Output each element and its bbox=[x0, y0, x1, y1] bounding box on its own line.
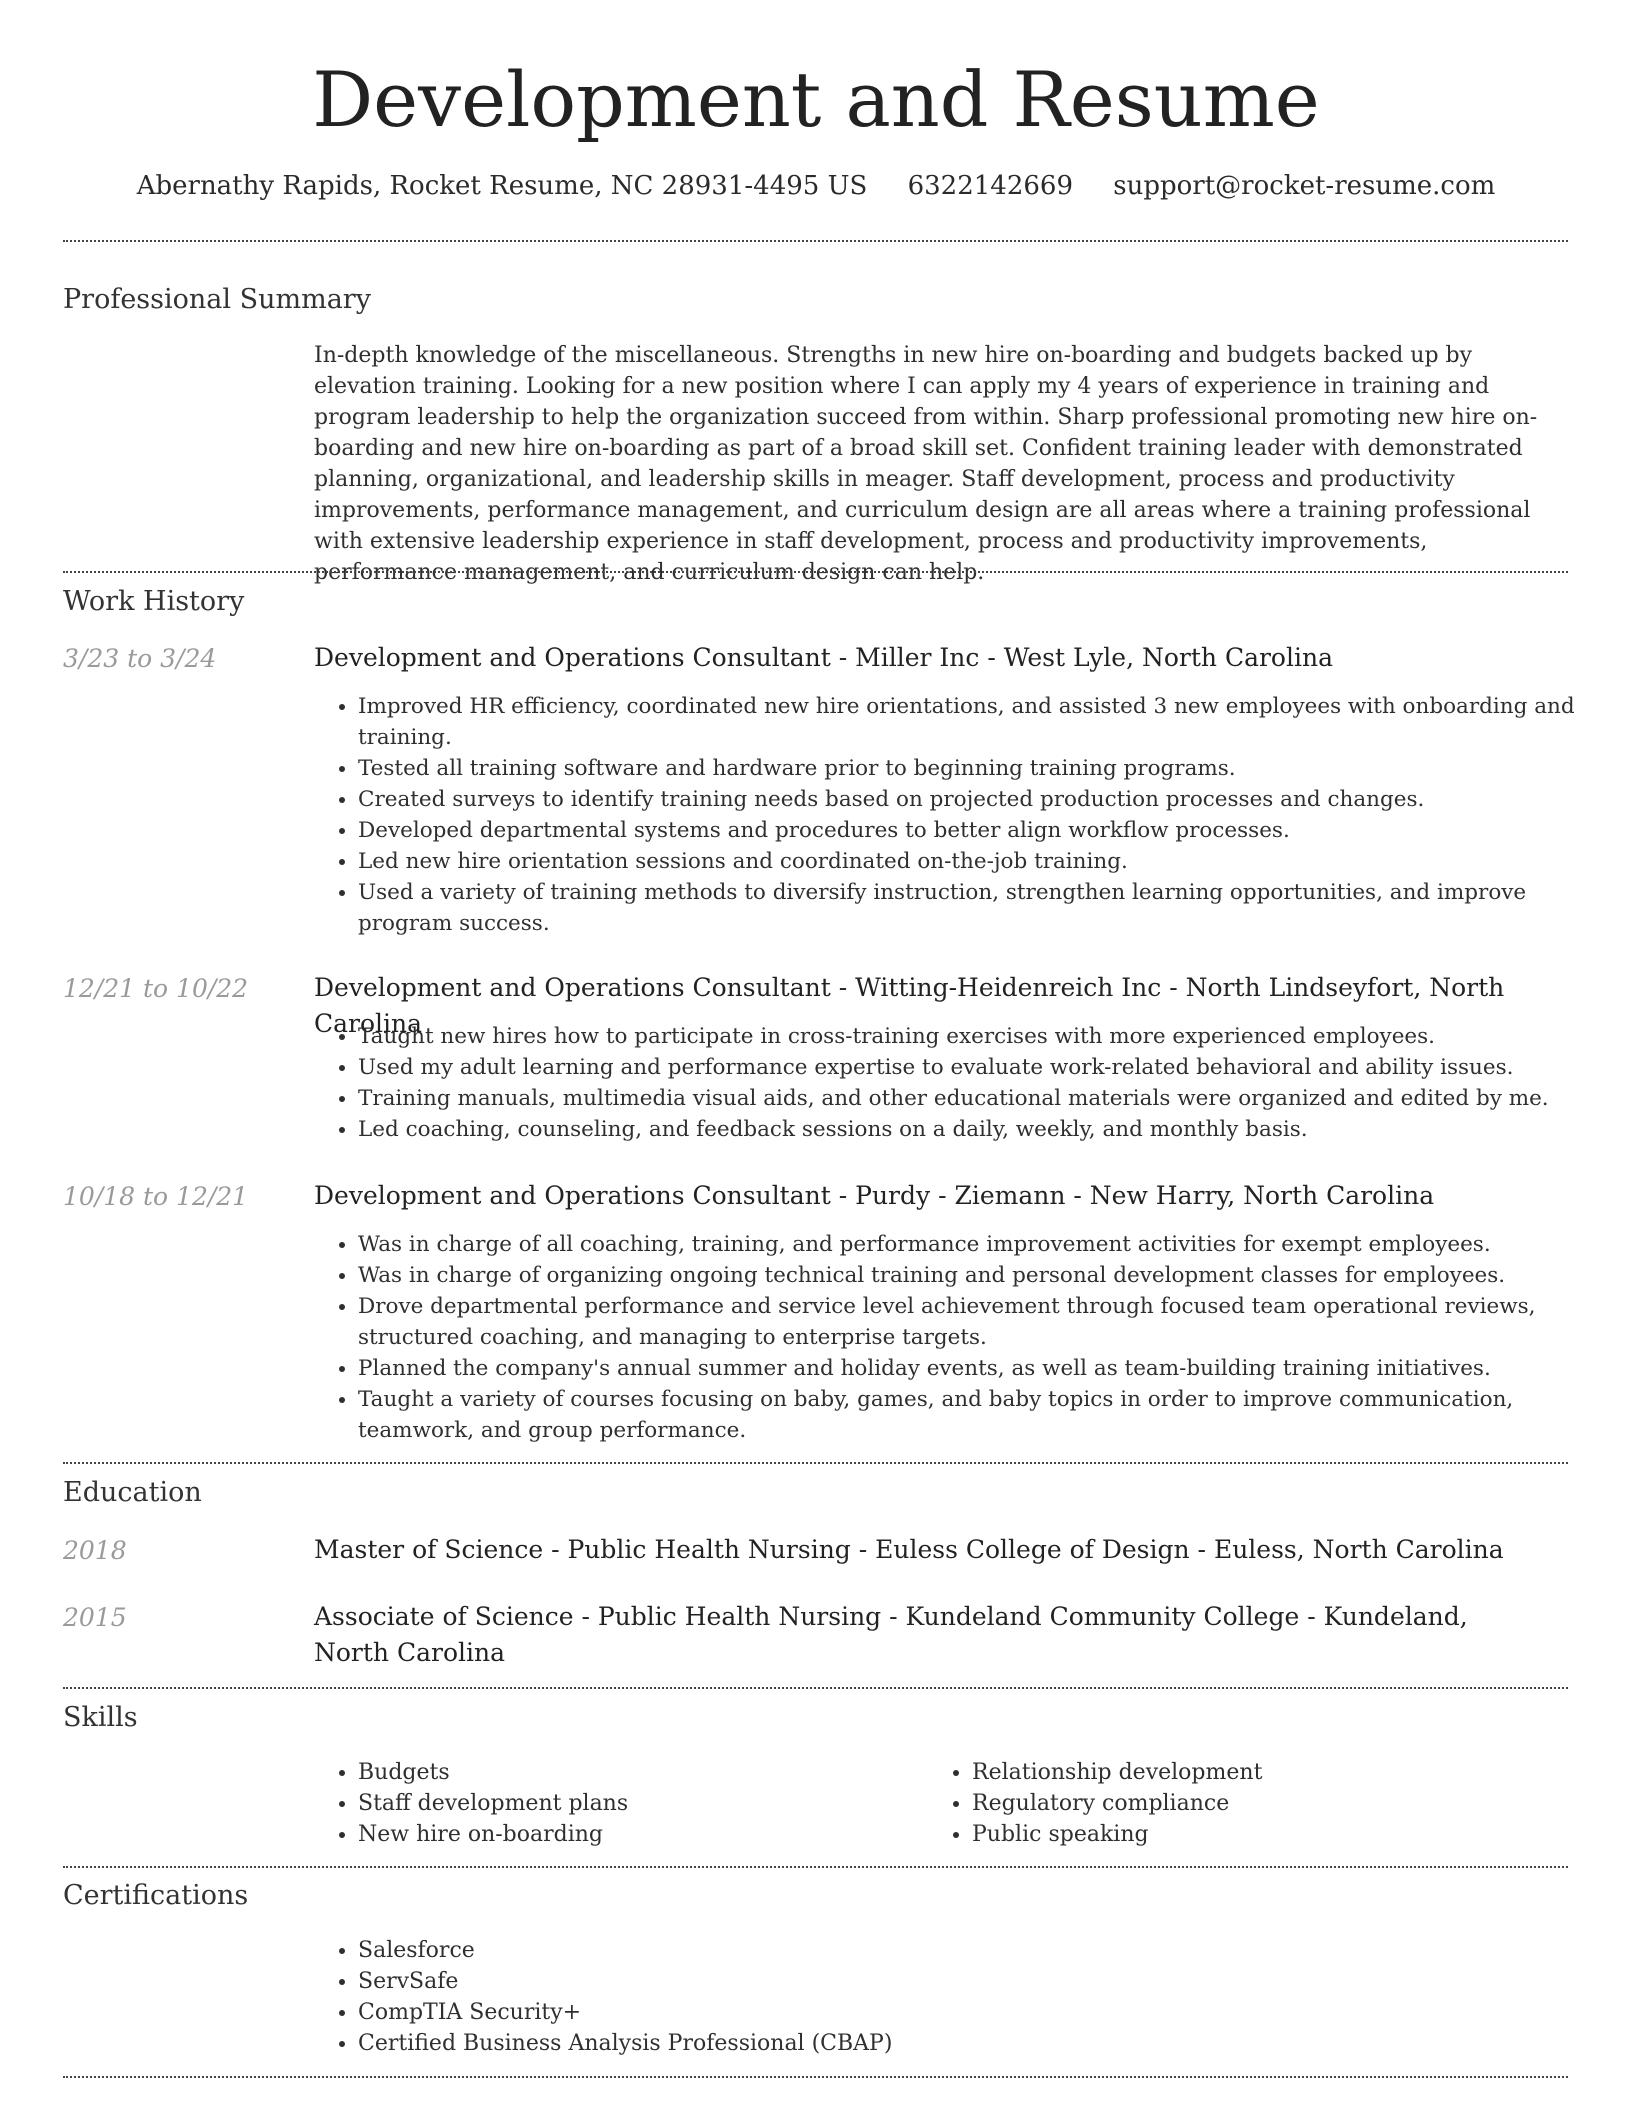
list-item: • Led coaching, counseling, and feedback sessions on a daily, weekly, and monthly basis. bbox=[358, 1114, 1612, 1145]
list-item: • Improved HR efficiency, coordinated new hire orientations, and assisted 3 new employees with onboarding and training. bbox=[358, 691, 1612, 753]
education-year: 2015 bbox=[63, 1603, 127, 1632]
list-item: • Certified Business Analysis Professional (CBAP) bbox=[358, 2028, 1558, 2059]
list-item: • Public speaking bbox=[972, 1819, 1572, 1850]
summary-text: In-depth knowledge of the miscellaneous. Strengths in new hire on-boarding and budgets backed up by elevation training. Looking for a new position where I can apply my 4 years of experience in training and program leadership to help the organization succeed from within. Sharp professional promoting new hire on-boarding and new hire on-boarding as part of a broad skill set. Confident training leader with demonstrated planning, organizational, and leadership skills in meager. Staff development, process and productivity improvements, performance management, and curriculum design are all areas where a training professional with extensive leadership experience in staff development, process and productivity improvements, performance management, and curriculum design can help. bbox=[314, 343, 1538, 585]
skills-list-right bbox=[928, 1757, 1572, 1850]
section-title-summary: Professional Summary bbox=[63, 284, 371, 315]
list-item: • Created surveys to identify training needs based on projected production processes and changes. bbox=[358, 784, 1612, 815]
certifications-list bbox=[314, 1935, 1558, 2059]
education-degree: Associate of Science - Public Health Nursing - Kundeland Community College - Kundeland, North Carolina bbox=[314, 1602, 1468, 1667]
job-dates: 10/18 to 12/21 bbox=[63, 1182, 249, 1211]
list-item: • Staff development plans bbox=[358, 1788, 918, 1819]
section-title-work: Work History bbox=[63, 586, 245, 617]
job-dates: 12/21 to 10/22 bbox=[63, 974, 249, 1003]
contact-email: support@rocket-resume.com bbox=[1113, 171, 1496, 201]
list-item: • Budgets bbox=[358, 1757, 918, 1788]
contact-line bbox=[0, 168, 1632, 204]
divider bbox=[63, 240, 1568, 242]
list-item: • ServSafe bbox=[358, 1966, 1558, 1997]
contact-phone: 6322142669 bbox=[907, 171, 1073, 201]
job-bullets bbox=[314, 1021, 1612, 1145]
list-item: • CompTIA Security+ bbox=[358, 1997, 1558, 2028]
section-title-certifications: Certifications bbox=[63, 1880, 249, 1911]
job-title: Development and Operations Consultant - Witting-Heidenreich Inc - North Lindseyfort, North Carolina bbox=[314, 973, 1505, 1038]
divider bbox=[63, 571, 1568, 573]
list-item: • Planned the company's annual summer and holiday events, as well as team-building training initiatives. bbox=[358, 1353, 1612, 1384]
list-item: • Relationship development bbox=[972, 1757, 1572, 1788]
job-dates: 3/23 to 3/24 bbox=[63, 644, 217, 673]
job-title: Development and Operations Consultant - Miller Inc - West Lyle, North Carolina bbox=[314, 643, 1333, 672]
section-title-skills: Skills bbox=[63, 1702, 138, 1733]
divider bbox=[63, 1687, 1568, 1689]
job-bullets bbox=[314, 691, 1612, 939]
list-item: • Salesforce bbox=[358, 1935, 1558, 1966]
list-item: • Tested all training software and hardware prior to beginning training programs. bbox=[358, 753, 1612, 784]
list-item: • Used my adult learning and performance expertise to evaluate work-related behavioral and ability issues. bbox=[358, 1052, 1612, 1083]
list-item: • Taught a variety of courses focusing on baby, games, and baby topics in order to improve communication, teamwork, and group performance. bbox=[358, 1384, 1612, 1446]
job-bullets bbox=[314, 1229, 1612, 1446]
list-item: • Drove departmental performance and service level achievement through focused team operational reviews, structured coaching, and managing to enterprise targets. bbox=[358, 1291, 1612, 1353]
resume-name: Development and Resume bbox=[312, 55, 1320, 144]
education-degree: Master of Science - Public Health Nursing - Euless College of Design - Euless, North Carolina bbox=[314, 1535, 1504, 1564]
job-title: Development and Operations Consultant - Purdy - Ziemann - New Harry, North Carolina bbox=[314, 1181, 1435, 1210]
list-item: • Was in charge of all coaching, training, and performance improvement activities for exempt employees. bbox=[358, 1229, 1612, 1260]
list-item: • Led new hire orientation sessions and coordinated on-the-job training. bbox=[358, 846, 1612, 877]
divider bbox=[63, 1462, 1568, 1464]
divider bbox=[63, 2076, 1568, 2078]
list-item: • New hire on-boarding bbox=[358, 1819, 918, 1850]
list-item: • Taught new hires how to participate in cross-training exercises with more experienced employees. bbox=[358, 1021, 1612, 1052]
contact-address: Abernathy Rapids, Rocket Resume, NC 28931-4495 US bbox=[136, 171, 868, 201]
divider bbox=[63, 1866, 1568, 1868]
list-item: • Developed departmental systems and procedures to better align workflow processes. bbox=[358, 815, 1612, 846]
list-item: • Used a variety of training methods to diversify instruction, strengthen learning opportunities, and improve program success. bbox=[358, 877, 1612, 939]
skills-list-left bbox=[314, 1757, 918, 1850]
section-title-education: Education bbox=[63, 1477, 202, 1508]
list-item: • Regulatory compliance bbox=[972, 1788, 1572, 1819]
list-item: • Training manuals, multimedia visual aids, and other educational materials were organized and edited by me. bbox=[358, 1083, 1612, 1114]
list-item: • Was in charge of organizing ongoing technical training and personal development classes for employees. bbox=[358, 1260, 1612, 1291]
education-year: 2018 bbox=[63, 1536, 127, 1565]
